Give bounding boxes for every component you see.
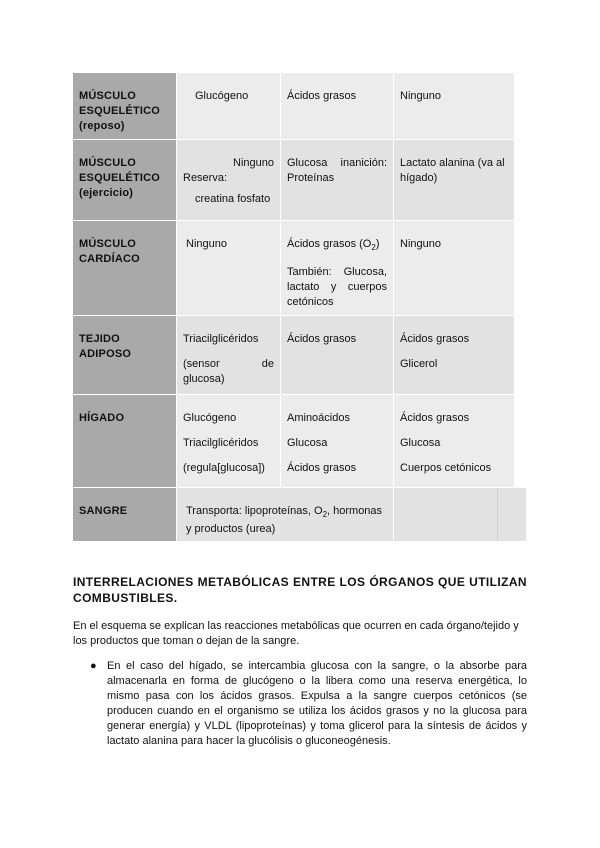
cell-text: También: Glucosa, lactato y cuerpos cetónicos [287, 266, 387, 309]
transport-cell [177, 488, 394, 541]
organ-cell [73, 488, 177, 541]
cell-text: Ácidos grasos [287, 90, 357, 102]
metabolism-table [73, 73, 527, 542]
cell-text: (sensor de glucosa) [183, 358, 274, 385]
organ-label: ESQUELÉTICO [79, 172, 161, 184]
organ-label: ESQUELÉTICO [79, 105, 161, 117]
cell-text: Glucosa [400, 437, 441, 449]
fuel-cell [281, 73, 394, 139]
table-row [73, 395, 527, 488]
table-row [73, 140, 527, 221]
organ-label: MÚSCULO [79, 238, 137, 250]
export-cell [394, 73, 514, 139]
section-heading: INTERRELACIONES METABÓLICAS ENTRE LOS ÓRGANOS QUE UTILIZAN COMBUSTIBLES. [73, 575, 527, 605]
fuel-cell [281, 316, 394, 394]
cell-text: (regula[glucosa]) [183, 462, 265, 474]
bullet-icon: ● [90, 660, 97, 672]
fuel-cell [281, 395, 394, 487]
organ-label: TEJIDO [79, 333, 120, 345]
reserve-cell [177, 316, 281, 394]
organ-label: (reposo) [79, 120, 125, 132]
organ-label: MÚSCULO [79, 157, 137, 169]
fuel-cell [281, 221, 394, 315]
subscript: 2 [322, 510, 328, 520]
empty-cell [498, 488, 527, 541]
organ-cell [73, 221, 177, 315]
organ-label: SANGRE [79, 505, 128, 517]
cell-text: ) [375, 238, 380, 250]
export-cell [394, 140, 514, 220]
cell-text: Ácidos grasos [400, 412, 470, 424]
organ-cell [73, 73, 177, 139]
reserve-cell [177, 395, 281, 487]
cell-text: Ninguno [400, 90, 441, 102]
cell-text [287, 237, 387, 255]
cell-text: Ácidos grasos [400, 333, 470, 345]
organ-label: ADIPOSO [79, 348, 132, 360]
bullet-list-item [90, 659, 527, 749]
reserve-cell [177, 73, 281, 139]
cell-text: Glucosa [287, 437, 328, 449]
cell-text: Ácidos grasos [287, 462, 357, 474]
cell-text: Cuerpos cetónicos [400, 462, 492, 474]
cell-text: Ácidos grasos (O [287, 238, 372, 250]
cell-text: Lactato alanina (va al hígado) [400, 157, 505, 184]
cell-text: Glucógeno [195, 90, 249, 102]
cell-text: Glucosa inanición: Proteínas [287, 157, 387, 184]
cell-text: Triacilglicéridos [183, 437, 259, 449]
subscript: 2 [371, 243, 376, 253]
cell-text: Glucógeno [183, 412, 237, 424]
export-cell [394, 316, 514, 394]
cell-text: Ninguno [233, 157, 274, 169]
table-row [73, 316, 527, 395]
cell-text: Aminoácidos [287, 412, 350, 424]
organ-label: (ejercicio) [79, 187, 134, 199]
table-row [73, 221, 527, 316]
cell-text: Triacilglicéridos [183, 333, 259, 345]
cell-text: , hormonas y productos (urea) [186, 505, 383, 536]
cell-text: Reserva: [183, 172, 228, 184]
organ-cell [73, 140, 177, 220]
bullet-text: En el caso del hígado, se intercambia glucosa con la sangre, o la absorbe para almacenarla en forma de glucógeno o la libera como una reserva energética, lo mismo pasa con los ácidos grasos. Expulsa a la sangre cuerpos cetónicos (se producen cuando en el organismo se utiliza los ácidos grasos y no la glucosa para generar energía) y VLDL (lipoproteínas) y toma glicerol para la síntesis de ácidos y lactato alanina para hacer la glucólisis o gluconeogénesis. [107, 660, 527, 747]
organ-cell [73, 395, 177, 487]
intro-paragraph: En el esquema se explican las reacciones metabólicas que ocurren en cada órgano/tejido y los productos que toman o dejan de la sangre. [73, 620, 519, 647]
cell-text: Ninguno [186, 238, 227, 250]
cell-text: Glicerol [400, 358, 438, 370]
cell-text: Ácidos grasos [287, 333, 357, 345]
export-cell [394, 395, 514, 487]
export-cell [394, 221, 514, 315]
reserve-cell [177, 221, 281, 315]
empty-cell [394, 488, 498, 541]
table-row [73, 73, 527, 140]
organ-label: CARDÍACO [79, 253, 140, 265]
organ-label: MÚSCULO [79, 90, 137, 102]
organ-label: HÍGADO [79, 412, 125, 424]
organ-cell [73, 316, 177, 394]
fuel-cell [281, 140, 394, 220]
cell-text: creatina fosfato [195, 193, 271, 205]
cell-text: Transporta: lipoproteínas, O [186, 505, 323, 517]
reserve-cell [177, 140, 281, 220]
cell-text: Ninguno [400, 238, 441, 250]
table-row [73, 488, 527, 542]
